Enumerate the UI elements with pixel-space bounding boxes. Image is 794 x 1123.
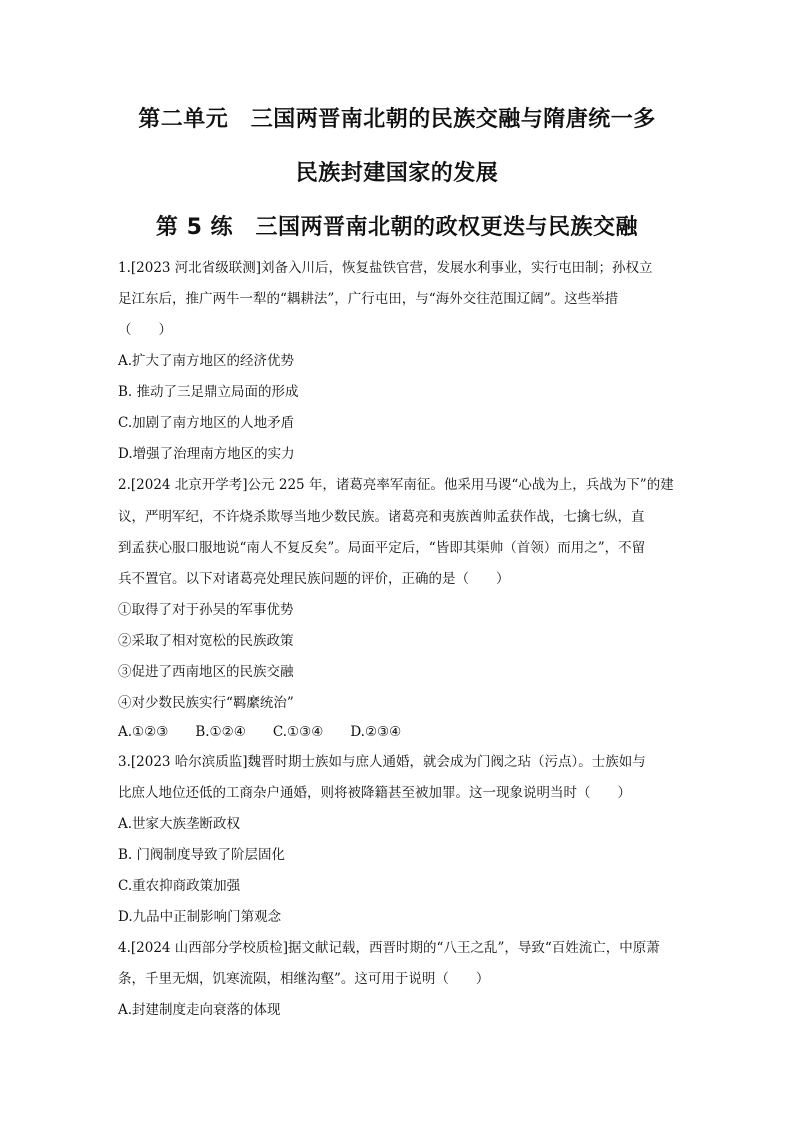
q3-option-c: C.重农抑商政策加强 xyxy=(118,878,241,894)
q4-stem-line-2: 条，千里无烟，饥寒流陨，相继沟壑”。这可用于说明（ ） xyxy=(118,971,490,987)
q2-item-2: ②采取了相对宽松的民族政策 xyxy=(118,633,294,649)
q1-stem-line-2: 足江东后，推广两牛一犁的“耦耕法”，广行屯田，与“海外交往范围辽阔”。这些举措 xyxy=(118,291,619,307)
q3-stem-line-2: 比庶人地位还低的工商杂户通婚，则将被降籍甚至被加罪。这一现象说明当时（ ） xyxy=(118,785,631,801)
q2-stem-line-1: 2.[2024 北京开学考]公元 225 年，诸葛亮率军南征。他采用马谡“心战为上，兵战为下”的建 xyxy=(118,477,674,493)
unit-title-line-2: 民族封建国家的发展 xyxy=(295,161,499,186)
q2-stem-line-2: 议，严明军纪，不许烧杀欺辱当地少数民族。诸葛亮和夷族酋帅孟获作战，七擒七纵，直 xyxy=(118,509,645,525)
q3-stem-line-1: 3.[2023 哈尔滨质监]魏晋时期士族如与庶人通婚，就会成为门阀之玷（污点）。士族如与 xyxy=(118,754,646,770)
q1-answer-blank: （ ） xyxy=(118,322,172,338)
q1-option-a: A.扩大了南方地区的经济优势 xyxy=(118,353,295,369)
unit-title-line-1: 第二单元 三国两晋南北朝的民族交融与隋唐统一多 xyxy=(138,107,656,132)
q1-option-c: C.加剧了南方地区的人地矛盾 xyxy=(118,415,295,431)
q1-option-b: B. 推动了三足鼎立局面的形成 xyxy=(118,384,299,400)
q3-option-d: D.九品中正制影响门第观念 xyxy=(118,909,282,925)
q1-option-d: D.增强了治理南方地区的实力 xyxy=(118,446,295,462)
q2-item-4: ④对少数民族实行“羁縻统治” xyxy=(118,695,294,711)
q2-stem-line-4: 兵不置官。以下对诸葛亮处理民族问题的评价，正确的是（ ） xyxy=(118,571,510,587)
q1-stem-line-1: 1.[2023 河北省级联测]刘备入川后，恢复盐铁官营，发展水利事业，实行屯田制；孙权立 xyxy=(118,260,653,276)
lesson-title: 第 5 练 三国两晋南北朝的政权更迭与民族交融 xyxy=(155,215,639,240)
q2-item-3: ③促进了西南地区的民族交融 xyxy=(118,664,294,680)
q3-option-b: B. 门阀制度导致了阶层固化 xyxy=(118,847,286,863)
q2-item-1: ①取得了对于孙吴的军事优势 xyxy=(118,602,294,618)
q2-options: A.①②③ B.①②④ C.①③④ D.②③④ xyxy=(118,724,402,740)
q4-option-a: A.封建制度走向衰落的体现 xyxy=(118,1002,281,1018)
q2-stem-line-3: 到孟获心服口服地说“南人不复反矣”。局面平定后，“皆即其渠帅（首领）而用之”，不留 xyxy=(118,540,646,556)
q3-option-a: A.世家大族垄断政权 xyxy=(118,816,241,832)
q4-stem-line-1: 4.[2024 山西部分学校质检]据文献记载，西晋时期的“八王之乱”，导致“百姓流亡，中原萧 xyxy=(118,940,660,956)
